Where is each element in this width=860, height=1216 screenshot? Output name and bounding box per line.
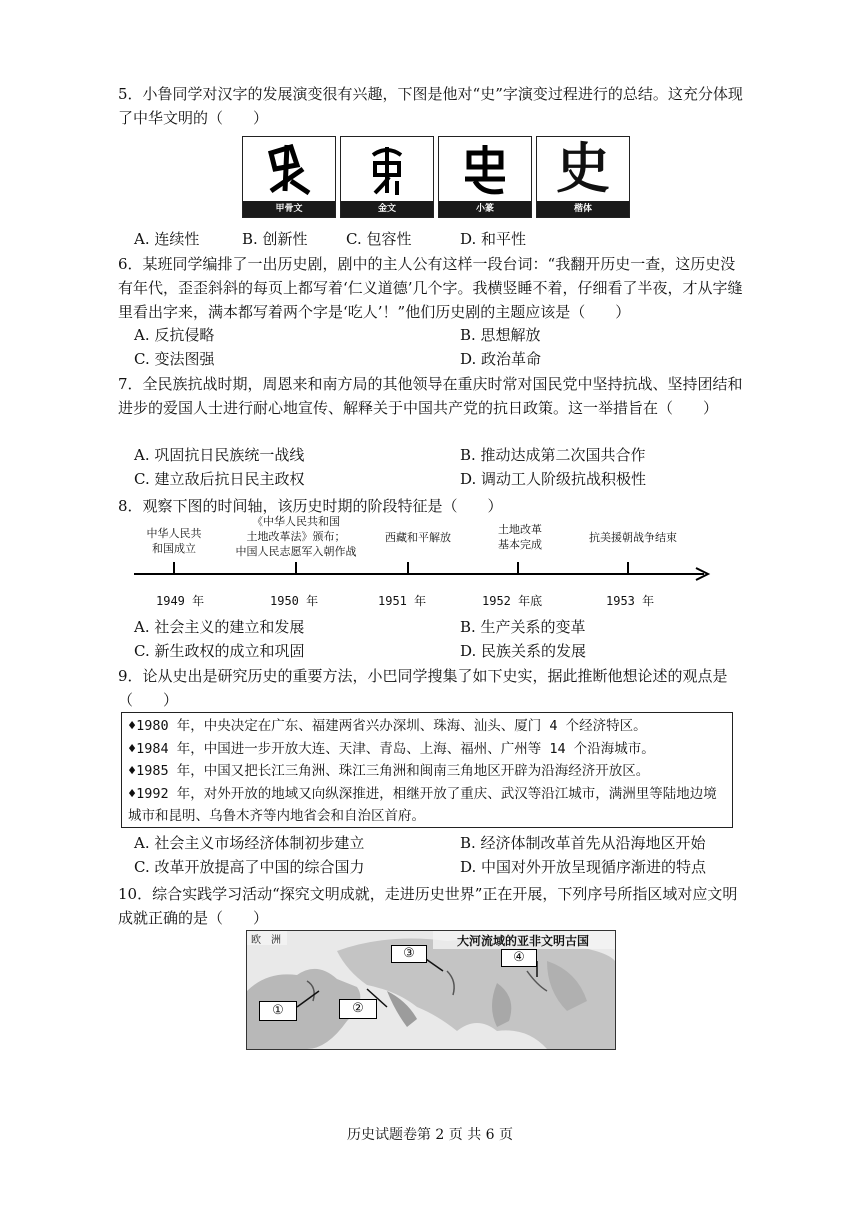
q6-option-a[interactable]: A. 反抗侵略 bbox=[134, 326, 215, 344]
q5-option-b[interactable]: B. 创新性 bbox=[242, 230, 308, 248]
q6-option-d[interactable]: D. 政治革命 bbox=[460, 350, 542, 368]
evidence-item: ♦1985 年，中国又把长江三角洲、珠江三角洲和闽南三角地区开辟为沿海经济开放区。 bbox=[128, 763, 650, 779]
ancient-civilizations-map bbox=[246, 930, 616, 1050]
q10-stem: 10．综合实践学习活动“探究文明成就，走进历史世界”正在开展，下列序号所指区域对应文明成就正确的是（ ） bbox=[118, 885, 738, 927]
glyph-oracle-bone bbox=[242, 136, 336, 218]
timeline-event-1950: 《中华人民共和国 土地改革法》颁布； 中国人民志愿军入朝作战 bbox=[235, 515, 357, 558]
small-seal-shi-icon bbox=[453, 141, 517, 199]
timeline-event-1949: 中华人民共 和国成立 bbox=[146, 527, 202, 555]
q9-option-b[interactable]: B. 经济体制改革首先从沿海地区开始 bbox=[460, 834, 706, 852]
q8-option-d[interactable]: D. 民族关系的发展 bbox=[460, 642, 587, 660]
oracle-bone-shi-icon bbox=[257, 141, 321, 199]
q7-stem: 7．全民族抗战时期，周恩来和南方局的其他领导在重庆时常对国民党中坚持抗战、坚持团结和进步的爱国人士进行耐心地宣传、解释关于中国共产党的抗日政策。这一举措旨在（ ） bbox=[118, 375, 743, 417]
timeline-event-1951: 西藏和平解放 bbox=[385, 531, 451, 544]
marker-1: ① bbox=[259, 1001, 297, 1021]
q5-stem: 5．小鲁同学对汉字的发展演变很有兴趣，下图是他对“史”字演变过程进行的总结。这充分体现了中华文明的（ ） bbox=[118, 85, 743, 127]
page-footer: 历史试题卷第 2 页 共 6 页 bbox=[346, 1127, 514, 1143]
glyph-caption: 小篆 bbox=[439, 201, 531, 217]
glyph-small-seal bbox=[438, 136, 532, 218]
timeline-figure bbox=[120, 512, 720, 612]
q6-option-c[interactable]: C. 变法图强 bbox=[134, 350, 215, 368]
marker-3: ③ bbox=[391, 945, 427, 963]
timeline-event-1953: 抗美援朝战争结束 bbox=[589, 531, 677, 544]
q6-option-b[interactable]: B. 思想解放 bbox=[460, 326, 541, 344]
q7-option-a[interactable]: A. 巩固抗日民族统一战线 bbox=[134, 446, 305, 464]
glyph-regular-script bbox=[536, 136, 630, 218]
q9-option-c[interactable]: C. 改革开放提高了中国的综合国力 bbox=[134, 858, 365, 876]
q9-stem: 9．论从史出是研究历史的重要方法，小巴同学搜集了如下史实，据此推断他想论述的观点是（ ） bbox=[118, 667, 728, 709]
evidence-item: ♦1980 年，中央决定在广东、福建两省兴办深圳、珠海、汕头、厦门 4 个经济特区。 bbox=[128, 718, 647, 734]
q5-option-c[interactable]: C. 包容性 bbox=[346, 230, 412, 248]
marker-4: ④ bbox=[501, 949, 537, 967]
q8-option-c[interactable]: C. 新生政权的成立和巩固 bbox=[134, 642, 305, 660]
evidence-box bbox=[121, 712, 733, 828]
glyph-caption: 楷体 bbox=[537, 201, 629, 217]
marker-2: ② bbox=[339, 999, 377, 1019]
regular-script-char: 史 bbox=[556, 136, 610, 200]
bronze-shi-icon bbox=[355, 141, 419, 199]
q9-option-a[interactable]: A. 社会主义市场经济体制初步建立 bbox=[134, 834, 365, 852]
q8-stem: 8．观察下图的时间轴，该历史时期的阶段特征是（ ） bbox=[118, 497, 503, 515]
timeline-year-1952: 1952 年底 bbox=[482, 594, 543, 608]
q8-option-a[interactable]: A. 社会主义的建立和发展 bbox=[134, 618, 305, 636]
glyph-caption: 金文 bbox=[341, 201, 433, 217]
timeline-year-1950: 1950 年 bbox=[270, 594, 319, 608]
q6-stem: 6．某班同学编排了一出历史剧，剧中的主人公有这样一段台词：“我翻开历史一查，这历史没有年代，歪歪斜斜的每页上都写着‘仁义道德’几个字。我横竖睡不着，仔细看了半夜，才从字缝里看出字来，满本都写着两个字是‘吃人’！”他们历史剧的主题应该是（ ） bbox=[118, 255, 743, 321]
q9-option-d[interactable]: D. 中国对外开放呈现循序渐进的特点 bbox=[460, 858, 707, 876]
evidence-item: ♦1992 年，对外开放的地域又向纵深推进，相继开放了重庆、武汉等沿江城市，满洲里等陆地边境城市和昆明、乌鲁木齐等内地省会和自治区首府。 bbox=[128, 785, 717, 824]
timeline-year-1951: 1951 年 bbox=[378, 594, 427, 608]
glyph-bronze bbox=[340, 136, 434, 218]
q5-option-a[interactable]: A. 连续性 bbox=[134, 230, 200, 248]
q7-option-d[interactable]: D. 调动工人阶级抗战积极性 bbox=[460, 470, 647, 488]
q7-option-b[interactable]: B. 推动达成第二次国共合作 bbox=[460, 446, 646, 464]
q8-option-b[interactable]: B. 生产关系的变革 bbox=[460, 618, 586, 636]
q5-option-d[interactable]: D. 和平性 bbox=[460, 230, 527, 248]
q7-option-c[interactable]: C. 建立敌后抗日民主政权 bbox=[134, 470, 305, 488]
timeline-year-1949: 1949 年 bbox=[156, 594, 205, 608]
shi-evolution-figure bbox=[242, 136, 630, 218]
map-corner-label: 欧 洲 bbox=[251, 935, 281, 946]
evidence-item: ♦1984 年，中国进一步开放大连、天津、青岛、上海、福州、广州等 14 个沿海城市。 bbox=[128, 740, 655, 757]
glyph-caption: 甲骨文 bbox=[243, 201, 335, 217]
timeline-year-1953: 1953 年 bbox=[606, 594, 655, 608]
map-title: 大河流域的亚非文明古国 bbox=[456, 934, 589, 948]
timeline-event-1952: 土地改革 基本完成 bbox=[498, 523, 542, 551]
